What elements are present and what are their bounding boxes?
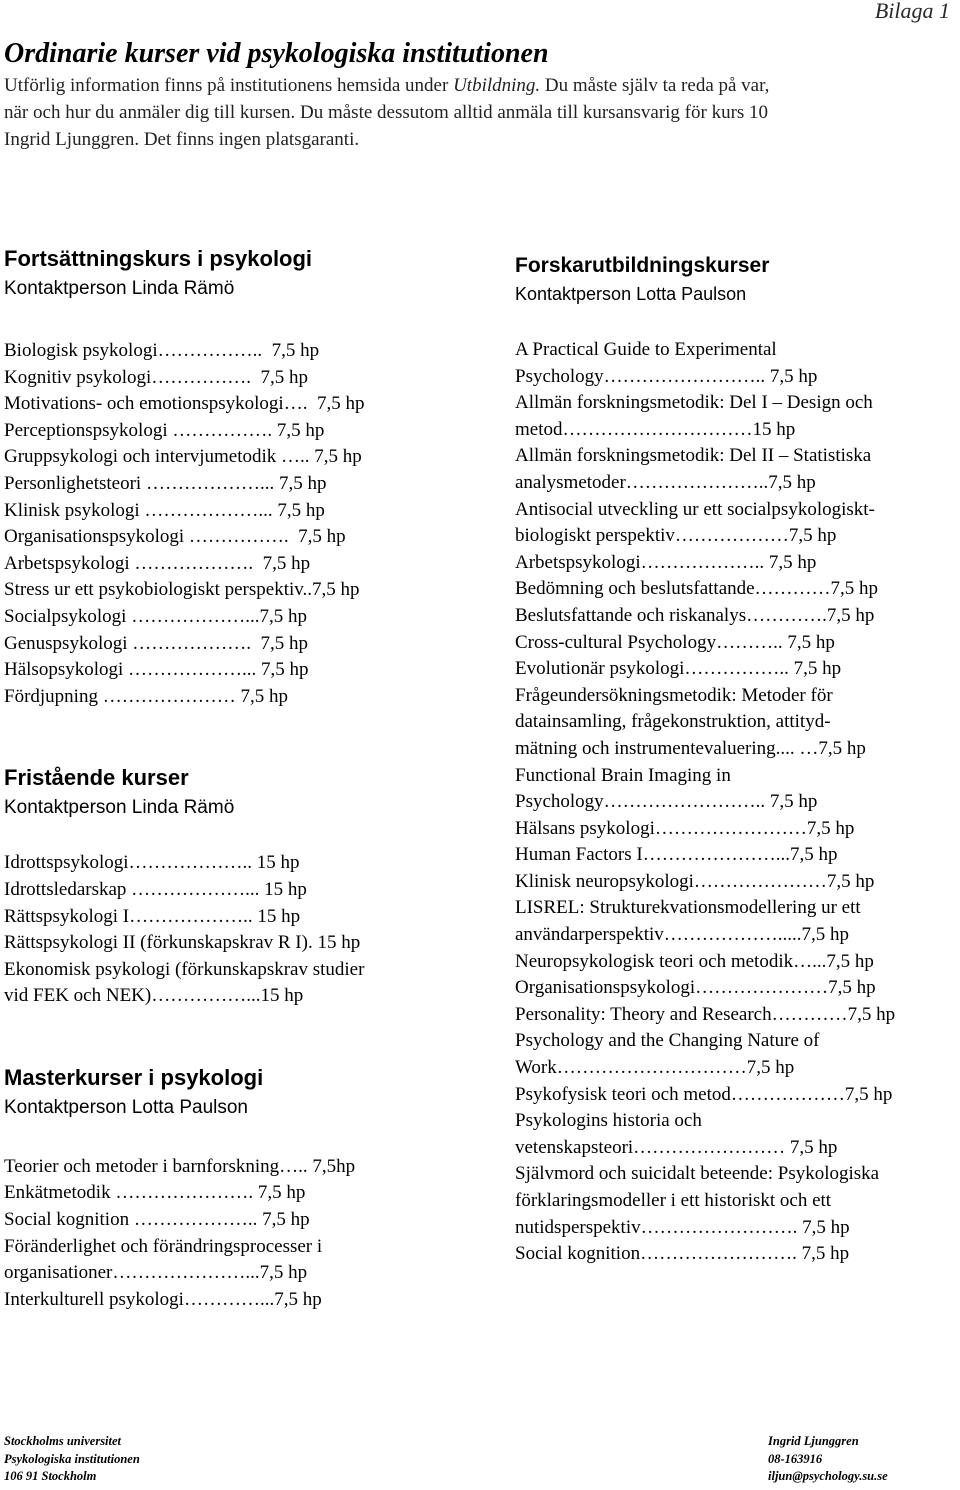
course-list (4, 850, 464, 1010)
footer-postal: 106 91 Stockholm (4, 1469, 97, 1483)
footer-email: iljun@psychology.su.se (768, 1469, 888, 1483)
course-item: Idrottsledarskap ………………... 15 hp (4, 878, 307, 900)
course-item: Psychology…………………….. 7,5 hp (515, 791, 818, 813)
course-item: Arbetspsykologi……………….. 7,5 hp (515, 551, 817, 573)
course-item: datainsamling, frågekonstruktion, attityd- (515, 711, 831, 733)
course-item: Hälsans psykologi……………………7,5 hp (515, 817, 855, 839)
section-title: Fortsättningskurs i psykologi (4, 246, 313, 271)
course-item: Personlighetsteori ………………... 7,5 hp (4, 472, 327, 494)
course-item: LISREL: Strukturekvationsmodellering ur ett (515, 897, 861, 919)
course-item: mätning och instrumentevaluering.... …7,5 hp (515, 737, 866, 759)
course-item: Psychology…………………….. 7,5 hp (515, 365, 818, 387)
footer-department: Psykologiska institutionen (4, 1451, 140, 1466)
course-item: biologiskt perspektiv………………7,5 hp (515, 525, 837, 547)
section-contact: Kontaktperson Linda Rämö (4, 797, 235, 819)
section-contact: Kontaktperson Lotta Paulson (4, 1096, 249, 1118)
course-item: förklaringsmodeller i ett historiskt och ett (515, 1190, 832, 1211)
course-item: Personality: Theory and Research…………7,5 hp (515, 1003, 896, 1025)
course-item: Organisationspsykologi…………………7,5 hp (515, 977, 876, 999)
course-item: Stress ur ett psykobiologiskt perspektiv..7,5 hp (4, 579, 360, 601)
course-item: organisationer…………………...7,5 hp (4, 1262, 308, 1284)
course-item: Antisocial utveckling ur ett socialpsykologiskt- (515, 498, 875, 520)
course-item: Neuropsykologisk teori och metodik…...7,5 hp (515, 950, 874, 972)
course-item: Allmän forskningsmetodik: Del II – Statistiska (515, 445, 872, 467)
section-contact: Kontaktperson Lotta Paulson (515, 284, 747, 304)
footer-contact (768, 1433, 888, 1486)
course-list (515, 337, 960, 1268)
attachment-label: Bilaga 1 (874, 0, 950, 23)
course-item: Kognitiv psykologi……………. 7,5 hp (4, 366, 309, 388)
right-column (515, 251, 960, 1268)
course-item: Rättspsykologi II (förkunskapskrav R I). 15 hp (4, 932, 361, 954)
intro-part-5: Ingrid Ljunggren. Det finns ingen platsgaranti. (4, 129, 360, 150)
course-item: Idrottspsykologi……………….. 15 hp (4, 852, 300, 874)
page-title: Ordinarie kurser vid psykologiska institutionen (4, 38, 549, 69)
course-item: Work…………………………7,5 hp (515, 1057, 795, 1079)
course-item: Psykologins historia och (515, 1110, 702, 1132)
course-item: Evolutionär psykologi…………….. 7,5 hp (515, 658, 842, 680)
course-item: vetenskapsteori…………………… 7,5 hp (515, 1136, 838, 1158)
course-item: Självmord och suicidalt beteende: Psykologiska (515, 1163, 880, 1185)
course-item: Psykofysisk teori och metod………………7,5 hp (515, 1083, 893, 1105)
footer-address (4, 1433, 140, 1486)
course-item: metod…………………………15 hp (515, 418, 796, 440)
course-item: A Practical Guide to Experimental (515, 339, 777, 360)
course-item: Fördjupning ………………… 7,5 hp (4, 685, 288, 707)
course-item: Gruppsykologi och intervjumetodik ….. 7,5 hp (4, 446, 362, 468)
section-title: Fristående kurser (4, 765, 189, 791)
course-item: Klinisk psykologi ………………... 7,5 hp (4, 499, 325, 521)
course-item: Biologisk psykologi…………….. 7,5 hp (4, 340, 320, 361)
course-item: Cross-cultural Psychology……….. 7,5 hp (515, 631, 835, 653)
course-item: Hälsopsykologi ………………... 7,5 hp (4, 659, 309, 681)
course-item: Beslutsfattande och riskanalys………….7,5 hp (515, 604, 875, 626)
course-item: Frågeundersökningsmetodik: Metoder för (515, 684, 833, 706)
course-list (4, 338, 464, 710)
course-item: Genuspsykologi ………………. 7,5 hp (4, 632, 308, 654)
course-item: Föränderlighet och förändringsprocesser i (4, 1235, 323, 1257)
section-title: Masterkurser i psykologi (4, 1064, 264, 1090)
footer-contact-name: Ingrid Ljunggren (768, 1434, 859, 1448)
footer-university: Stockholms universitet (4, 1434, 122, 1448)
course-item: nutidsperspektiv……………………. 7,5 hp (515, 1216, 850, 1238)
footer-phone: 08-163916 (768, 1451, 823, 1466)
intro-text (4, 72, 954, 153)
course-item: Perceptionspsykologi ……………. 7,5 hp (4, 419, 325, 441)
course-list (4, 1154, 464, 1314)
intro-part-4: när och hur du anmäler dig till kursen. Du måste dessutom alltid anmäla till kursansvarig för kurs 10 (4, 102, 769, 123)
course-item: vid FEK och NEK)……………...15 hp (4, 985, 304, 1007)
course-item: Allmän forskningsmetodik: Del I – Design och (515, 392, 873, 414)
course-item: Socialpsykologi ………………...7,5 hp (4, 605, 307, 627)
left-column (4, 243, 464, 1313)
course-item: Rättspsykologi I……………….. 15 hp (4, 905, 301, 927)
course-item: Social kognition ……………….. 7,5 hp (4, 1209, 310, 1231)
course-item: Klinisk neuropsykologi…………………7,5 hp (515, 870, 875, 892)
course-item: Interkulturell psykologi…………...7,5 hp (4, 1288, 322, 1310)
course-item: Social kognition……………………. 7,5 hp (515, 1243, 850, 1265)
course-item: Teorier och metoder i barnforskning….. 7,5hp (4, 1155, 356, 1177)
intro-part-3: Du måste själv ta reda på var, (540, 75, 770, 96)
section-contact: Kontaktperson Linda Rämö (4, 278, 235, 299)
course-item: Functional Brain Imaging in (515, 764, 731, 786)
course-item: analysmetoder…………………..7,5 hp (515, 471, 816, 493)
course-item: användarperspektiv……………….....7,5 hp (515, 924, 850, 946)
section-fortsattningskurs (4, 243, 464, 710)
section-master (4, 1062, 464, 1314)
section-fristaende (4, 762, 464, 1010)
intro-part-2: Utbildning. (453, 75, 541, 96)
course-item: Arbetspsykologi ………………. 7,5 hp (4, 552, 311, 574)
course-item: Motivations- och emotionspsykologi…. 7,5 hp (4, 393, 365, 415)
intro-part-1: Utförlig information finns på institutionens hemsida under (4, 75, 454, 96)
course-item: Organisationspsykologi ……………. 7,5 hp (4, 526, 346, 548)
course-item: Ekonomisk psykologi (förkunskapskrav studier (4, 958, 365, 980)
section-title: Forskarutbildningskurser (515, 254, 770, 277)
course-item: Enkätmetodik …………………. 7,5 hp (4, 1182, 306, 1204)
course-item: Human Factors I…………………...7,5 hp (515, 844, 838, 866)
course-item: Psychology and the Changing Nature of (515, 1030, 820, 1052)
course-item: Bedömning och beslutsfattande…………7,5 hp (515, 578, 879, 600)
